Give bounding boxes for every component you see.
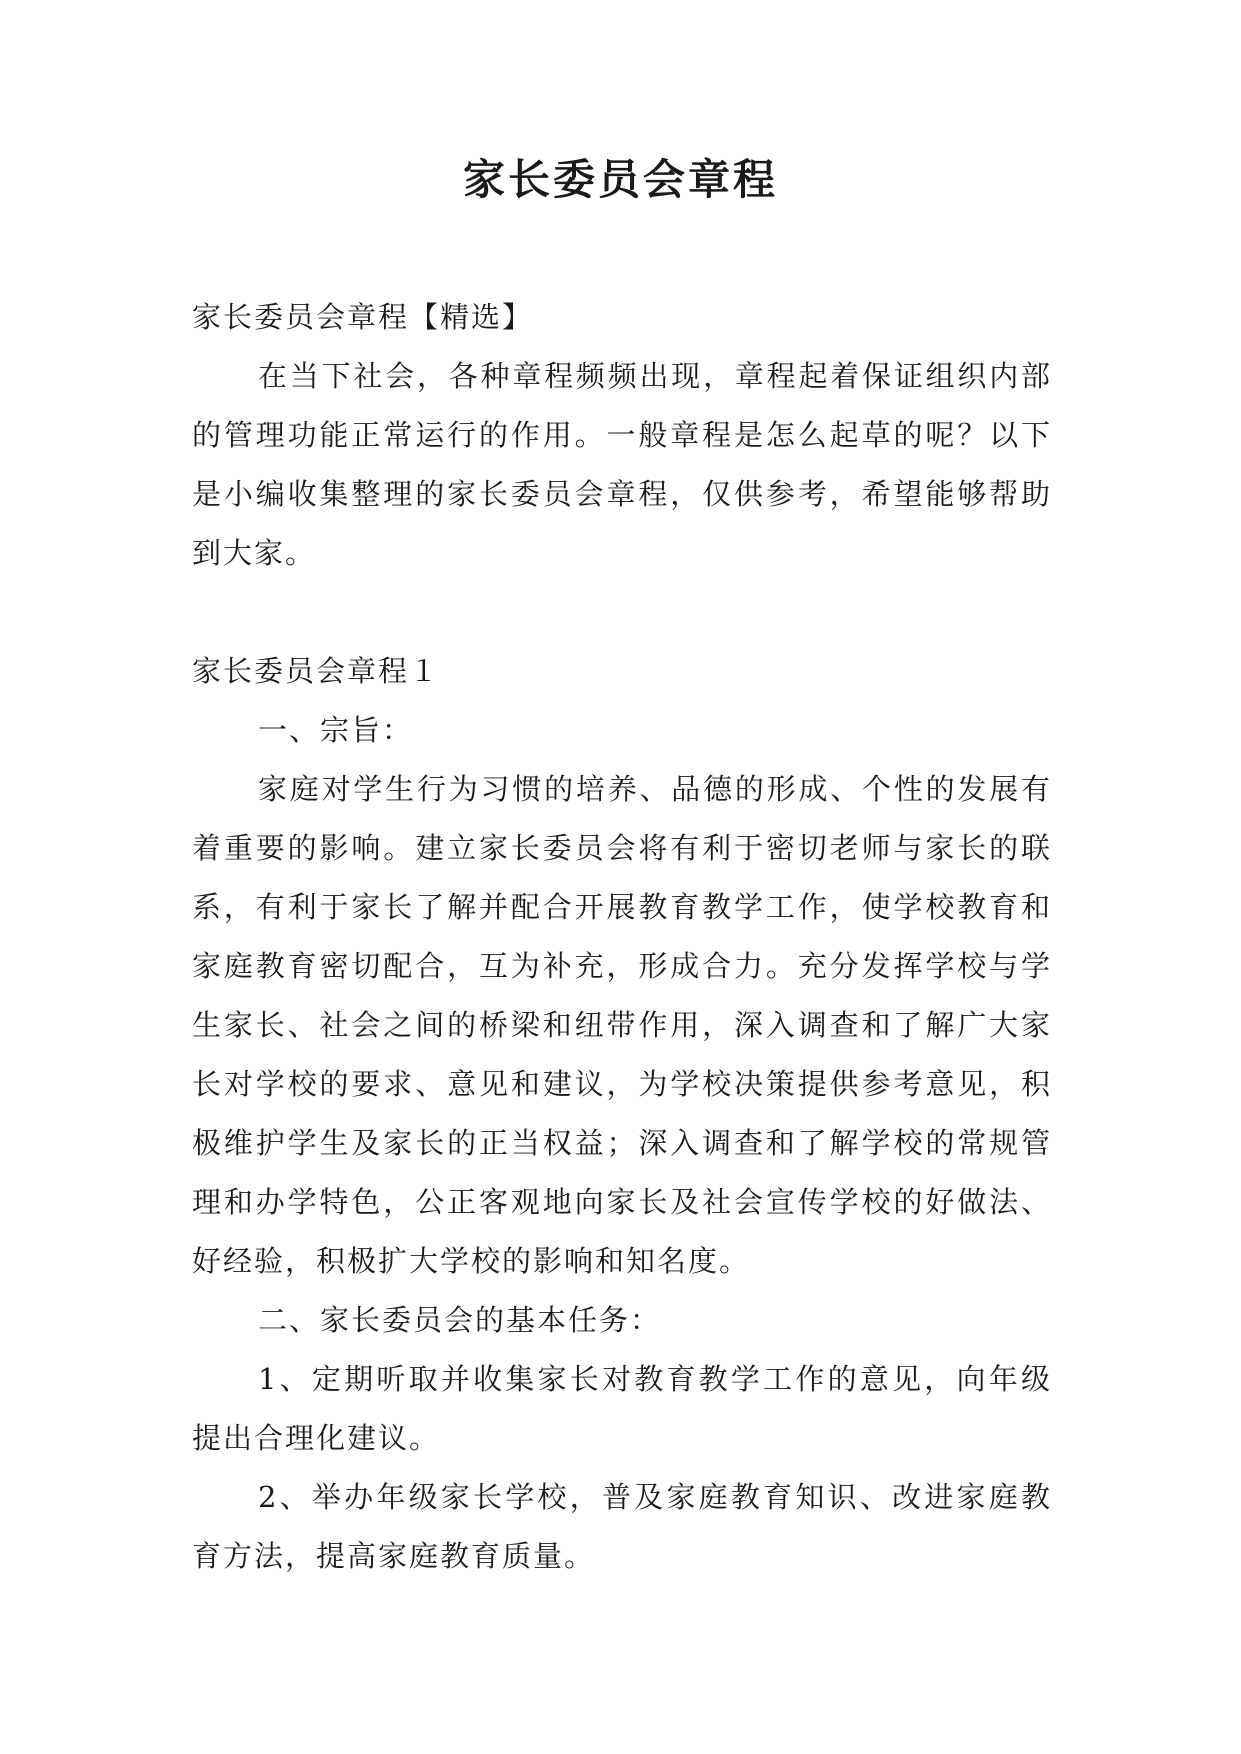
document-title: 家长委员会章程	[462, 155, 778, 204]
section-title: 家长委员会章程１	[192, 654, 441, 688]
task-item-1: 1、定期听取并收集家长对教育教学工作的意见，向年级提出合理化建议。	[192, 1362, 1052, 1455]
purpose-paragraph: 家庭对学生行为习惯的培养、品德的形成、个性的发展有着重要的影响。建立家长委员会将有利于密切老师与家长的联系，有利于家长了解并配合开展教育教学工作，使学校教育和家庭教育密切配合，互为补充，形成合力。充分发挥学校与学生家长、社会之间的桥梁和纽带作用，深入调查和了解广大家长对学校的要求、意见和建议，为学校决策提供参考意见，积极维护学生及家长的正当权益；深入调查和了解学校的常规管理和办学特色，公正客观地向家长及社会宣传学校的好做法、好经验，积极扩大学校的影响和知名度。	[192, 772, 1052, 1278]
intro-paragraph: 在当下社会，各种章程频频出现，章程起着保证组织内部的管理功能正常运行的作用。一般章程是怎么起草的呢？以下是小编收集整理的家长委员会章程，仅供参考，希望能够帮助到大家。	[192, 359, 1052, 570]
task-item-2: 2、举办年级家长学校，普及家庭教育知识、改进家庭教育方法，提高家庭教育质量。	[192, 1480, 1052, 1573]
heading-tasks: 二、家长委员会的基本任务：	[258, 1303, 662, 1337]
heading-purpose: 一、宗旨：	[258, 713, 414, 747]
document-subtitle: 家长委员会章程【精选】	[192, 300, 534, 334]
section-spacer	[192, 583, 1052, 642]
document-body	[192, 288, 1052, 1586]
